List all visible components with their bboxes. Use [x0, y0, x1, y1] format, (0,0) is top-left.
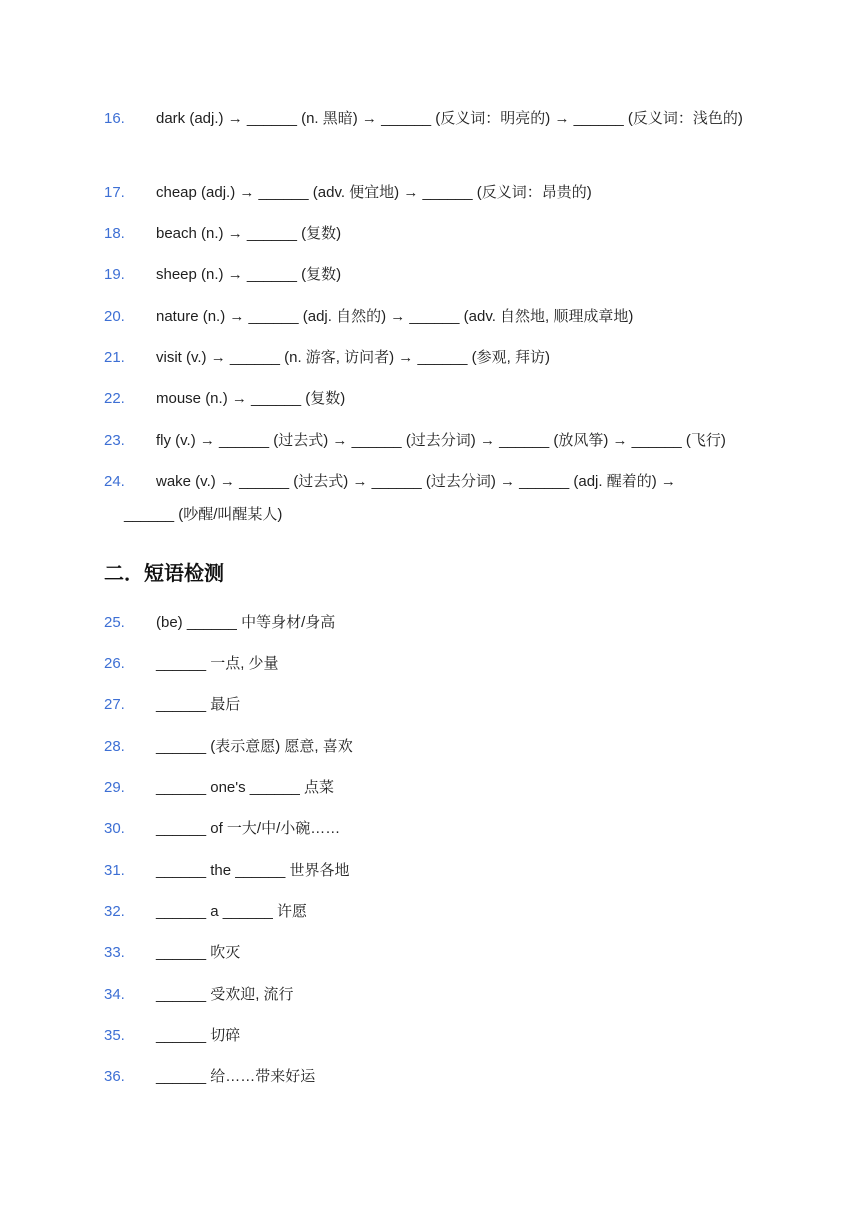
question-17	[104, 176, 774, 209]
question-text: ______ 一点, 少量	[156, 655, 279, 672]
question-23	[104, 424, 784, 457]
question-text: ______ one's ______ 点菜	[156, 779, 335, 796]
question-text: (be) ______ 中等身材/身高	[156, 614, 336, 631]
question-number: 30.	[104, 820, 125, 837]
question-number: 20.	[104, 308, 125, 325]
question-number: 22.	[104, 390, 125, 407]
question-number: 21.	[104, 349, 125, 366]
question-text: ______ (表示意愿) 愿意, 喜欢	[156, 738, 353, 755]
question-35	[104, 1019, 774, 1052]
question-number: 24.	[104, 473, 125, 490]
question-number: 33.	[104, 944, 125, 961]
section-heading: 二．短语检测	[104, 563, 224, 585]
question-number: 26.	[104, 655, 125, 672]
question-text: ______ a ______ 许愿	[156, 903, 307, 920]
question-number: 35.	[104, 1027, 125, 1044]
question-text: fly (v.) → ______ (过去式) → ______ (过去分词) → ______ (放风筝) → ______ (飞行)	[156, 432, 726, 449]
question-text: ______ 受欢迎, 流行	[156, 986, 294, 1003]
question-21	[104, 341, 774, 374]
question-text: beach (n.) → ______ (复数)	[156, 225, 342, 242]
question-text: ______ 给……带来好运	[156, 1068, 316, 1085]
question-text: visit (v.) → ______ (n. 游客, 访问者) → ______ (参观, 拜访)	[156, 349, 550, 366]
question-text: wake (v.) → ______ (过去式) → ______ (过去分词) → ______ (adj. 醒着的) → ______ (吵醒/叫醒某人)	[124, 473, 676, 523]
question-19	[104, 258, 774, 291]
question-18	[104, 217, 774, 250]
question-number: 31.	[104, 862, 125, 879]
question-text: ______ 吹灭	[156, 944, 241, 961]
question-number: 29.	[104, 779, 125, 796]
question-number: 32.	[104, 903, 125, 920]
question-number: 25.	[104, 614, 125, 631]
question-text: ______ 切碎	[156, 1027, 241, 1044]
question-16	[104, 102, 774, 135]
question-26	[104, 647, 774, 680]
question-36	[104, 1060, 774, 1093]
question-29	[104, 771, 774, 804]
question-28	[104, 730, 774, 763]
question-27	[104, 688, 774, 721]
question-text: ______ of 一大/中/小碗……	[156, 820, 341, 837]
question-number: 34.	[104, 986, 125, 1003]
question-20	[104, 300, 774, 333]
question-text: ______ 最后	[156, 696, 241, 713]
question-25	[104, 606, 774, 639]
question-text: ______ the ______ 世界各地	[156, 862, 350, 879]
question-number: 18.	[104, 225, 125, 242]
question-31	[104, 854, 774, 887]
question-33	[104, 936, 774, 969]
question-text: nature (n.) → ______ (adj. 自然的) → ______ (adv. 自然地, 顺理成章地)	[156, 308, 634, 325]
question-number: 16.	[104, 110, 125, 127]
question-number: 27.	[104, 696, 125, 713]
question-number: 36.	[104, 1068, 125, 1085]
question-number: 28.	[104, 738, 125, 755]
question-30	[104, 812, 774, 845]
question-text: mouse (n.) → ______ (复数)	[156, 390, 346, 407]
question-32	[104, 895, 774, 928]
question-number: 23.	[104, 432, 125, 449]
question-34	[104, 978, 774, 1011]
question-24	[104, 465, 714, 531]
question-text: dark (adj.) → ______ (n. 黑暗) → ______ (反义词：明亮的) → ______ (反义词：浅色的)	[156, 110, 743, 127]
question-number: 19.	[104, 266, 125, 283]
question-text: cheap (adj.) → ______ (adv. 便宜地) → ______ (反义词：昂贵的)	[156, 184, 592, 201]
question-22	[104, 382, 774, 415]
question-number: 17.	[104, 184, 125, 201]
question-text: sheep (n.) → ______ (复数)	[156, 266, 342, 283]
